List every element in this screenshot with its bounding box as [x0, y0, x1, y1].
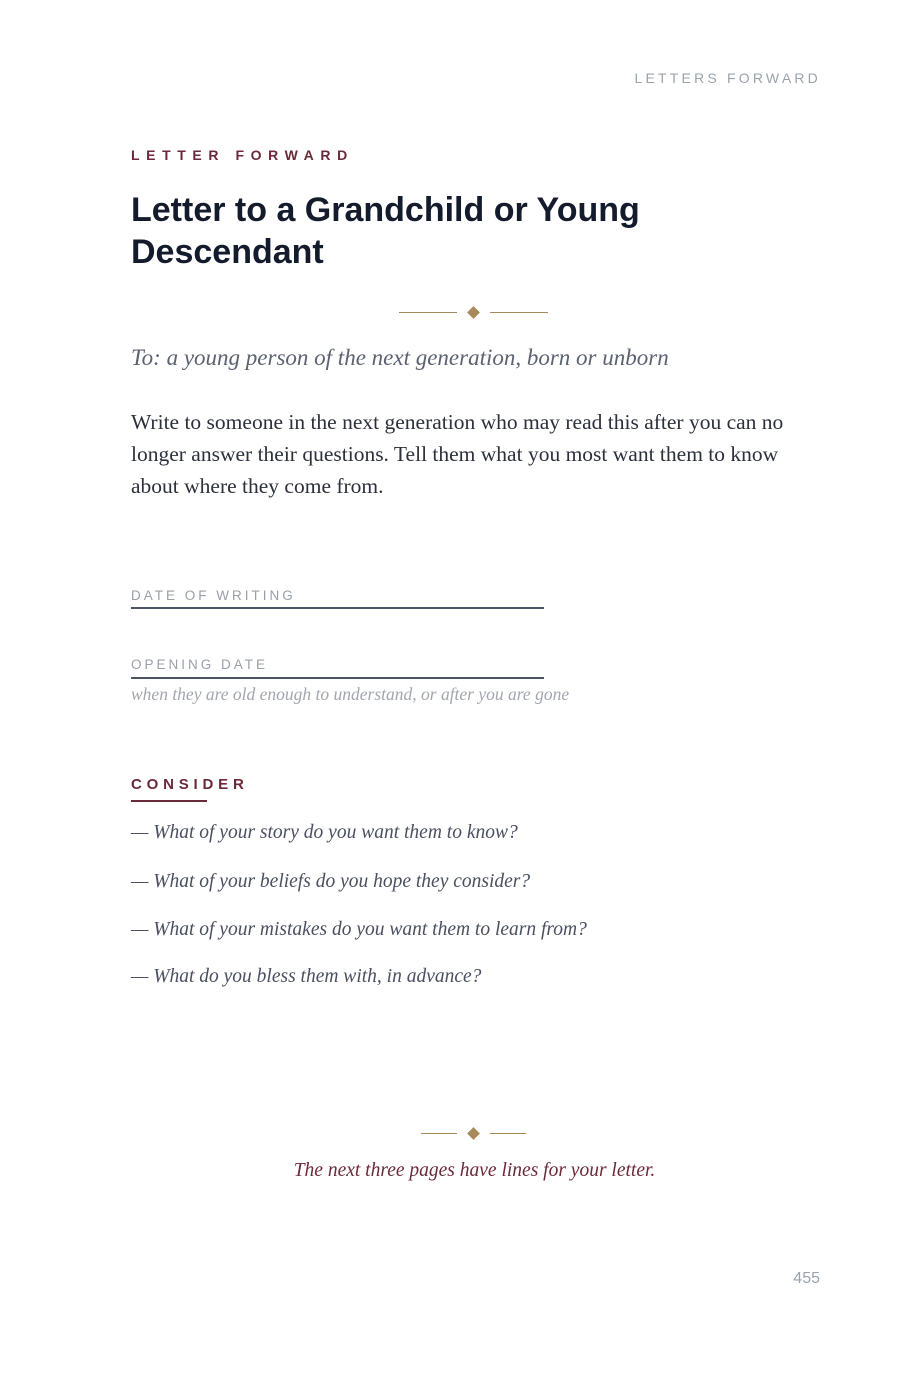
- ornament-rule: [399, 312, 457, 314]
- date-of-writing-line[interactable]: [131, 607, 544, 609]
- consider-heading: CONSIDER: [131, 776, 249, 793]
- consider-question: — What of your story do you want them to know?: [131, 822, 518, 843]
- opening-date-line[interactable]: [131, 677, 544, 679]
- diamond-icon: [467, 306, 480, 319]
- running-head: LETTERS FORWARD: [634, 70, 821, 86]
- diamond-icon: [467, 1127, 480, 1140]
- opening-date-hint: when they are old enough to understand, or after you are gone: [131, 684, 570, 704]
- prompt-paragraph: Write to someone in the next generation who may read this after you can no longer answer their questions. Tell them what you most want them to know about where they come from.: [131, 410, 784, 498]
- ornament-divider-bottom: [421, 1129, 526, 1138]
- ornament-rule: [421, 1133, 457, 1135]
- consider-underline: [131, 800, 207, 802]
- ornament-divider-top: [399, 308, 548, 317]
- page-title: Letter to a Grandchild or Young Descendant: [131, 191, 640, 271]
- date-of-writing-label: DATE OF WRITING: [131, 588, 296, 603]
- opening-date-label: OPENING DATE: [131, 657, 269, 672]
- page-number: 455: [793, 1270, 820, 1287]
- consider-question: — What do you bless them with, in advance?: [131, 966, 482, 987]
- ornament-rule: [490, 1133, 526, 1135]
- ornament-rule: [490, 312, 548, 314]
- consider-question: — What of your beliefs do you hope they consider?: [131, 871, 531, 892]
- consider-question: — What of your mistakes do you want them to learn from?: [131, 919, 587, 940]
- section-eyebrow: LETTER FORWARD: [131, 147, 354, 163]
- recipient-line: To: a young person of the next generation, born or unborn: [131, 345, 669, 370]
- footer-note: The next three pages have lines for your letter.: [293, 1160, 656, 1181]
